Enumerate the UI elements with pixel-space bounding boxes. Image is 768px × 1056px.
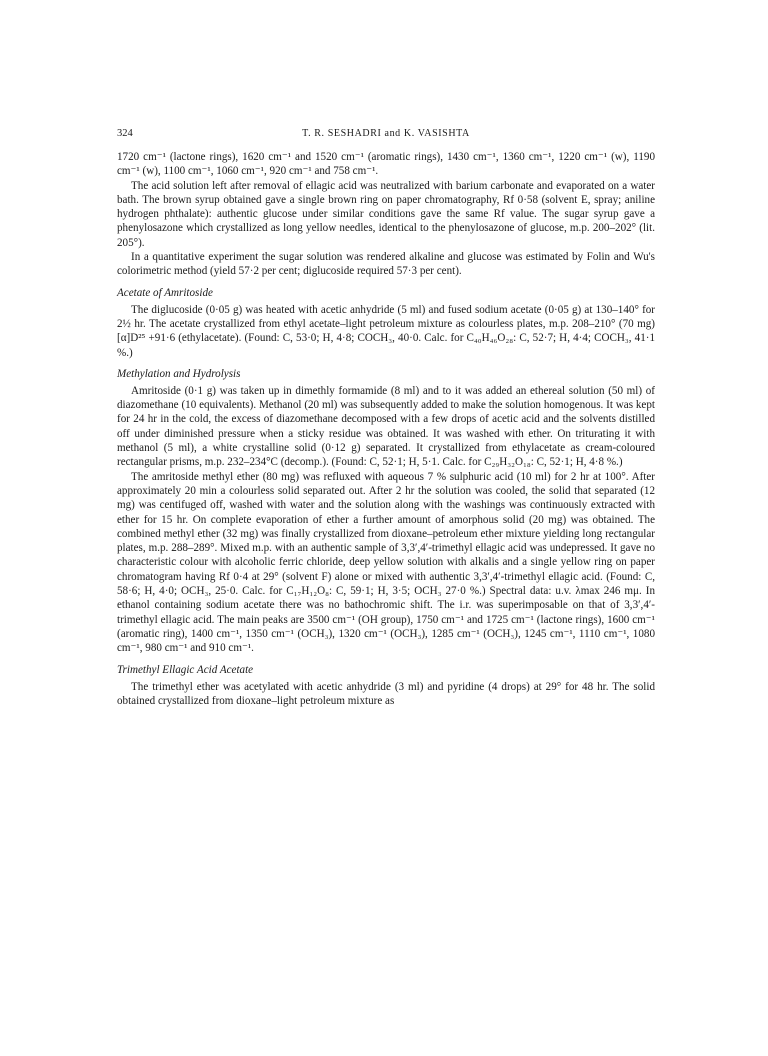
running-head (117, 128, 655, 144)
paragraph-trimethyl-acetate: The trimethyl ether was acetylated with acetic anhydride (3 ml) and pyridine (4 drops) at 29° for 48 hr. The solid obtained crystallized from dioxane–light petroleum mixture as (117, 680, 655, 707)
section-heading-acetate: Acetate of Amritoside (117, 286, 213, 299)
section-heading-trimethyl-acetate: Trimethyl Ellagic Acid Acetate (117, 663, 254, 676)
paragraph-ir-continued: 1720 cm⁻¹ (lactone rings), 1620 cm⁻¹ and 1520 cm⁻¹ (aromatic rings), 1430 cm⁻¹, 1360 cm⁻¹, 1220 cm⁻¹ (w), 1190 cm⁻¹ (w), 1100 cm⁻¹, 1060 cm⁻¹, 920 cm⁻¹ and 758 cm⁻¹. (117, 151, 655, 178)
paragraph-sugar-identification: The acid solution left after removal of ellagic acid was neutralized with barium carbonate and evaporated on a water bath. The brown syrup obtained gave a single brown ring on paper chromatography, Rf 0·58 (solvent E, spray; aniline hydrogen phthalate): authentic glucose under similar conditions gave the same Rf value. The sugar syrup gave a phenylosazone which crystallized as long yellow needles, identical to the phenylosazone of glucose, m.p. 200–202° (lit. 205°). (117, 179, 655, 249)
running-head-authors: T. R. SESHADRI and K. VASISHTA (302, 128, 470, 139)
article-body (117, 150, 655, 708)
journal-page (117, 128, 655, 708)
paragraph-acetate: The diglucoside (0·05 g) was heated with acetic anhydride (5 ml) and fused sodium acetate (0·05 g) at 130–140° for 2½ hr. The acetate crystallized from ethyl acetate–light petroleum mixture as colourless plates, m.p. 208–210° (70 mg) [α]D²⁵ +91·6 (ethylacetate). (Found: C, 53·0; H, 4·8; COCH₃, 40·0. Calc. for C₄₀H₄₆O₂₈: C, 52·7; H, 4·4; COCH₃, 41·1 %.) (117, 303, 655, 359)
section-heading-methylation: Methylation and Hydrolysis (117, 367, 241, 380)
paragraph-quantitative-glucose: In a quantitative experiment the sugar solution was rendered alkaline and glucose was estimated by Folin and Wu's colorimetric method (yield 57·2 per cent; diglucoside required 57·3 per cent). (117, 251, 655, 278)
paragraph-hydrolysis: The amritoside methyl ether (80 mg) was refluxed with aqueous 7 % sulphuric acid (10 ml) for 2 hr at 100°. After approximately 20 min a colourless solid separated out. After 2 hr the solution was cooled, the solid that separated (12 mg) was centifuged off, washed with water and the solution along with the washings was continuously extracted with ether for 15 hr. On complete evaporation of ether a further amount of amorphous solid (20 mg) was obtained. The combined methyl ether (32 mg) was finally crystallized from dioxane–petroleum ether mixture yielding long rectangular plates, m.p. 288–289°. Mixed m.p. with an authentic sample of 3,3′,4′-trimethyl ellagic acid was undepressed. It gave no characteristic colour with alcoholic ferric chloride, deep yellow solution with alkalis and a single yellow ring on paper chromatogram having Rf 0·4 at 29° (solvent F) alone or mixed with authentic 3,3′,4′-trimethyl ellagic acid. (Found: C, 58·6; H, 4·0; OCH₃, 25·0. Calc. for C₁₇H₁₂O₈: C, 59·1; H, 3·5; OCH₃ 27·0 %.) Spectral data: u.v. λmax 246 mμ. In ethanol containing sodium acetate there was no bathochromic shift. The i.r. was superimposable on that of 3,3′,4′-trimethyl ellagic acid. The main peaks are 3500 cm⁻¹ (OH group), 1750 cm⁻¹ and 1725 cm⁻¹ (lactone rings), 1600 cm⁻¹ (aromatic ring), 1400 cm⁻¹, 1350 cm⁻¹ (OCH₃), 1320 cm⁻¹ (OCH₃), 1285 cm⁻¹ (OCH₃), 1245 cm⁻¹, 1110 cm⁻¹, 1080 cm⁻¹, 980 cm⁻¹ and 910 cm⁻¹. (117, 470, 655, 655)
page-number: 324 (117, 128, 133, 139)
paragraph-methylation: Amritoside (0·1 g) was taken up in dimethly formamide (8 ml) and to it was added an ethereal solution (50 ml) of diazomethane (10 equivalents). Methanol (20 ml) was subsequently added to make the solution homogenous. It was kept for 24 hr in the cold, the excess of diazomethane decomposed with a few drops of acetic acid and the solvents distilled off under diminished pressure when a sticky residue was obtained. It was washed with ether. On triturating it with methanol (5 ml), a white crystalline solid (0·12 g) separated. It crystallized from ethylacetate as cream-coloured rectangular prisms, m.p. 232–234°C (decomp.). (Found: C, 52·1; H, 5·1. Calc. for C₂₉H₃₂O₁₈: C, 52·1; H, 4·8 %.) (117, 384, 655, 469)
